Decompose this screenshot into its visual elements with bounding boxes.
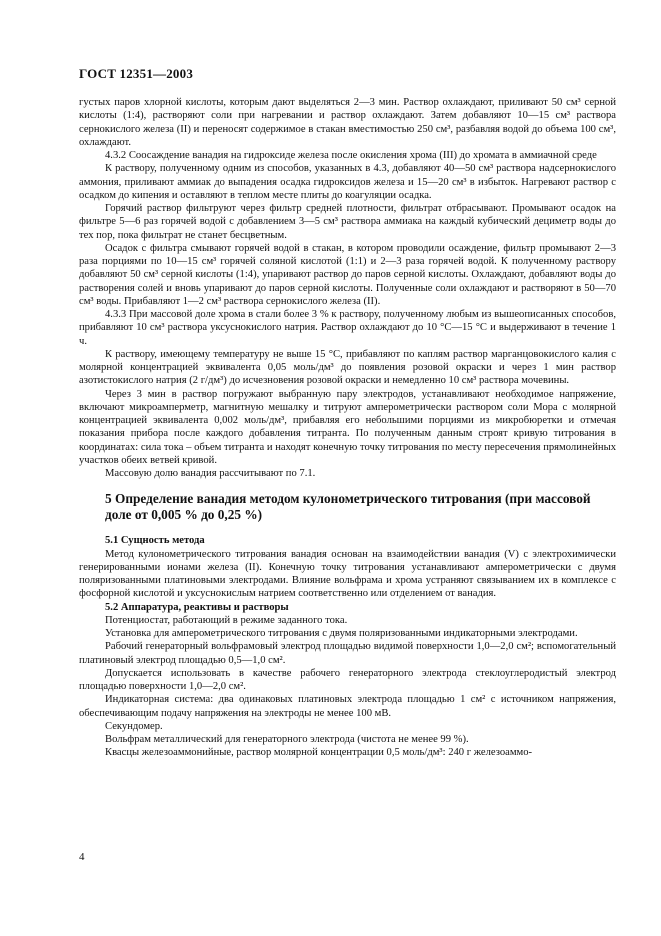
paragraph-text: Квасцы железоаммонийные, раствор молярной концентрации 0,5 моль/дм³: 240 г железоаммо- (105, 747, 533, 759)
paragraph (79, 733, 616, 746)
section-title (79, 491, 616, 523)
page-header: ГОСТ 12351—2003 (79, 66, 194, 81)
paragraph (79, 388, 616, 468)
page-number: 4 (79, 851, 85, 863)
paragraph (79, 640, 616, 667)
paragraph (79, 348, 616, 388)
paragraph (79, 162, 616, 202)
subsection-title-text: 5.1 Сущность метода (105, 535, 205, 547)
paragraph-text: К раствору, имеющему температуру не выше 15 °С, прибавляют по каплям раствор марганцовокислого калия с молярной концентрацией эквивалента 0,05 моль/дм³ до появления розовой окраски и через 1 мин раствор азотистокислого натрия (2 г/дм³) до исчезновения розовой окраски и немедленно 10 см³ раствора мочевины. (79, 348, 616, 387)
section-title-text: 5 Определение ванадия методом кулонометрического титрования (при массовой доле от 0,005 % до 0,25 %) (105, 491, 591, 523)
paragraph (79, 693, 616, 720)
paragraph-text: Допускается использовать в качестве рабочего генераторного электрода стеклоуглеродистый электрод площадью поверхности 1,0—2,0 см². (79, 667, 616, 692)
paragraph-text: Рабочий генераторный вольфрамовый электрод площадью видимой поверхности 1,0—2,0 см²; вспомогательный платиновый электрод площадью 0,5—1,0 см². (79, 641, 616, 666)
paragraph (79, 548, 616, 601)
paragraph (79, 308, 616, 348)
paragraph (79, 149, 616, 162)
paragraph (79, 667, 616, 694)
paragraph (79, 720, 616, 733)
paragraph-text: Потенциостат, работающий в режиме заданного тока. (105, 614, 348, 626)
document-body (79, 96, 616, 760)
paragraph-text: 4.3.3 При массовой доле хрома в стали более 3 % к раствору, полученному любым из вышеописанных способов, прибавляют 10 см³ раствора уксуснокислого натрия. Раствор охлаждают до 10 °С—15 °С и выдерживают в течение 1 ч. (79, 309, 616, 347)
paragraph-text: К раствору, полученному одним из способов, указанных в 4.3, добавляют 40—50 см³ раствора надсернокислого аммония, приливают аммиак до выпадения осадка гидроксидов железа и 15—20 см³ в избыток. Нагревают раствор с осадком до кипения и оставляют в теплом месте плиты до коагуляции осадка. (79, 163, 616, 201)
paragraph-text: густых паров хлорной кислоты, которым дают выделяться 2—3 мин. Раствор охлаждают, приливают 50 см³ серной кислоты (1:4), растворяют соли при нагревании и раствор охлаждают. Затем добавляют 10—15 см³ раствора сернокислого железа (II) и переносят содержимое в стакан вместимостью 250 см³, разбавляя водой до объема 100 см³, охлаждают. (79, 97, 616, 148)
paragraph-text: Горячий раствор фильтруют через фильтр средней плотности, фильтрат отбрасывают. Промывают осадок на фильтре 5—6 раз горячей водой с добавлением 3—5 см³ раствора аммиака на каждый кубический дециметр воды до тех пор, пока фильтрат не станет бесцветным. (79, 203, 616, 241)
paragraph (79, 242, 616, 308)
paragraph-text: Установка для амперометрического титрования с двумя поляризованными индикаторными электродами. (105, 628, 578, 639)
paragraph-text: Метод кулонометрического титрования ванадия основан на взаимодействии ванадия (V) с электрохимически генерированными ионами железа (II). Конечную точку титрования устанавливают амперометрически с двумя поляризованными платиновыми электродами. Влияние вольфрама и хрома устраняют связыванием их в комплексе с фосфорной кислотой и уксуснокислым натрием соответственно или отделением от ванадия. (79, 548, 616, 600)
paragraph-text: Индикаторная система: два одинаковых платиновых электрода площадью 1 см² с источником напряжения, обеспечивающим подачу напряжения на электроды не менее 100 мВ. (79, 694, 616, 719)
paragraph-text: Вольфрам металлический для генераторного электрода (чистота не менее 99 %). (105, 734, 469, 745)
paragraph (79, 96, 616, 149)
paragraph-text: Секундомер. (105, 720, 163, 732)
paragraph-text: Через 3 мин в раствор погружают выбранную пару электродов, устанавливают необходимое напряжение, включают микроамперметр, магнитную мешалку и титруют амперометрически раствором соли Мора с молярной концентрацией эквивалента 0,002 моль/дм³, прибавляя его небольшими порциями из микробюретки и отмечая показания прибора после каждого добавления титранта. По полученным данным строят кривую титрования в координатах: сила тока – объем титранта и находят конечную точку титрования по месту пересечения прямолинейных участков обеих ветвей кривой. (79, 388, 616, 466)
subsection-title (79, 601, 616, 614)
paragraph (79, 614, 616, 627)
paragraph (79, 202, 616, 242)
paragraph-text: Осадок с фильтра смывают горячей водой в стакан, в котором проводили осаждение, фильтр промывают 2—3 раза порциями по 10—15 см³ горячей соляной кислотой (1:1) и 2—3 раза горячей водой. К полученному раствору добавляют 50 см³ серной кислоты (1:4), упаривают раствор до паров серной кислоты. Охлаждают, добавляют воды до растворения солей и вновь упаривают до паров серной кислоты. Полученные соли охлаждают и растворяют в 50—70 см³ воды. Прибавляют 1—2 см³ раствора сернокислого железа (II). (79, 242, 616, 307)
paragraph-text: Массовую долю ванадия рассчитывают по 7.1. (105, 468, 316, 479)
subsection-title-text: 5.2 Аппаратура, реактивы и растворы (105, 601, 289, 613)
paragraph (79, 467, 616, 480)
subsection-title (79, 534, 616, 547)
paragraph-text: 4.3.2 Соосаждение ванадия на гидроксиде железа после окисления хрома (III) до хромата в аммиачной среде (105, 150, 597, 161)
paragraph (79, 746, 616, 759)
paragraph (79, 627, 616, 640)
